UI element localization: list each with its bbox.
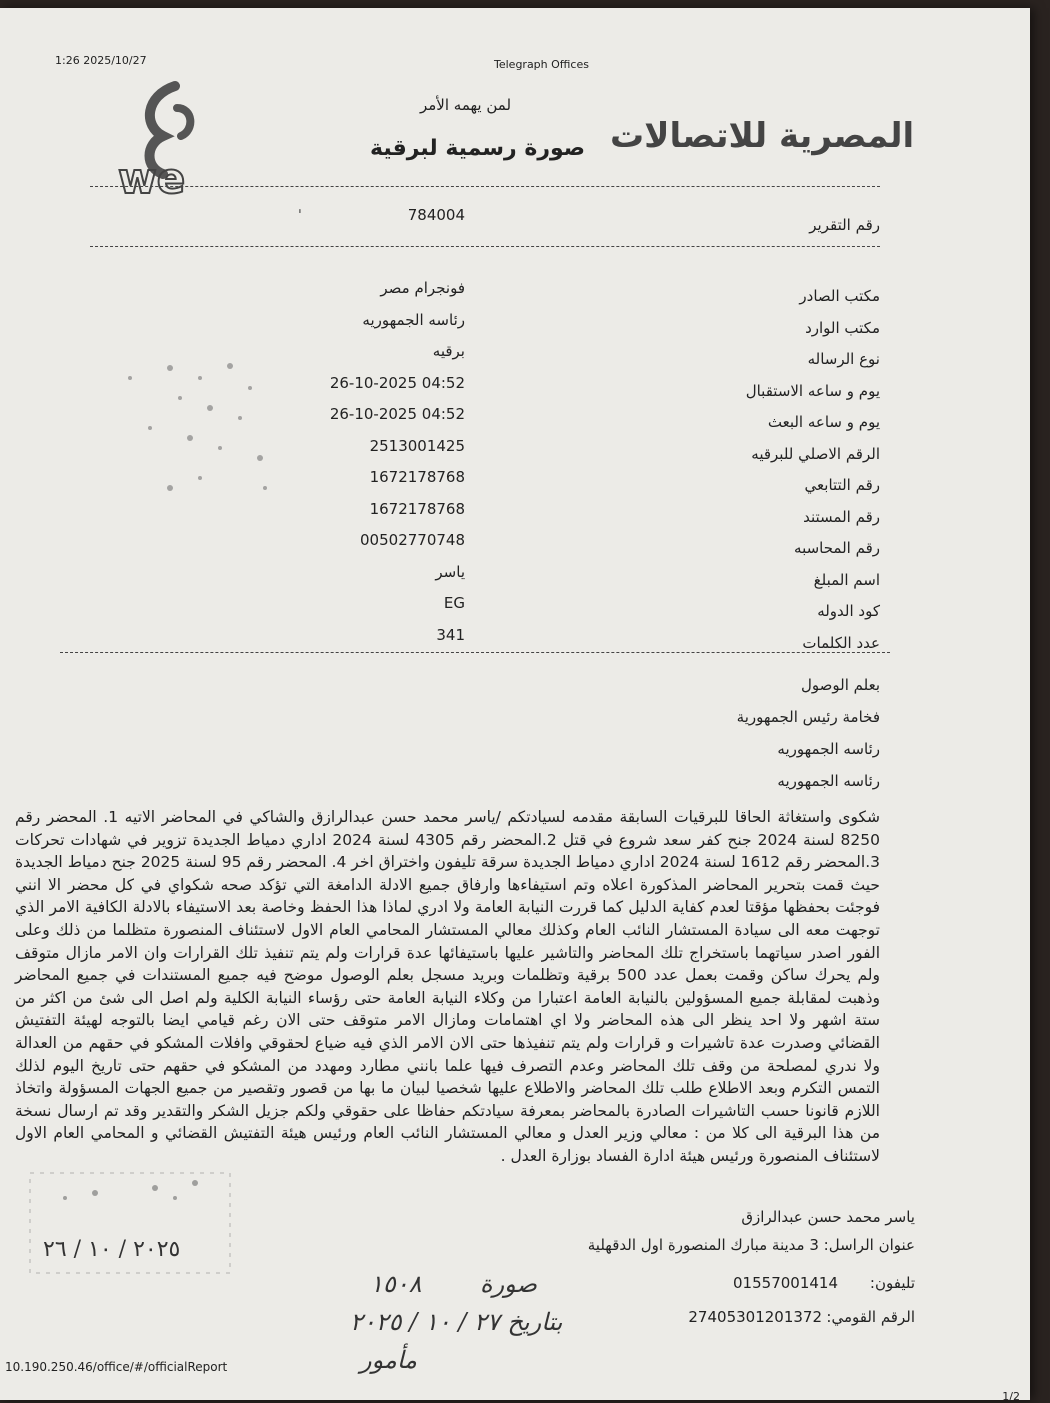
field-label: مكتب الصادر <box>799 287 880 305</box>
field-label: مكتب الوارد <box>805 319 880 337</box>
sender-name: ياسر محمد حسن عبدالرازق <box>741 1208 915 1226</box>
divider <box>90 246 880 247</box>
field-value: ياسر <box>435 563 465 581</box>
field-label: رقم المستند <box>803 508 880 526</box>
stamp-mark <box>25 1168 235 1278</box>
field-value: 00502770748 <box>360 531 465 549</box>
field-value: EG <box>443 594 465 612</box>
divider <box>60 652 890 653</box>
field-label: الرقم الاصلي للبرقيه <box>751 445 880 463</box>
page-number: 1/2 <box>1002 1390 1020 1403</box>
recipient-line: رئاسه الجمهوريه <box>777 740 880 758</box>
recipient-line: فخامة رئيس الجمهورية <box>736 708 880 726</box>
field-label: رقم التتابعي <box>804 476 880 494</box>
field-label: رقم المحاسبه <box>794 539 880 557</box>
field-label: اسم المبلغ <box>813 571 880 589</box>
to-whom-text: لمن يهمه الأمر <box>420 96 512 114</box>
stamp-date: ٢٠٢٥ / ١٠ / ٢٦ <box>43 1237 181 1262</box>
field-label: عدد الكلمات <box>802 634 880 652</box>
we-logo-text: we <box>118 154 186 198</box>
national-id-label: الرقم القومي: <box>826 1308 915 1326</box>
brand-name: المصرية للاتصالات <box>610 116 915 156</box>
field-value: فونجرام مصر <box>380 279 465 297</box>
recipient-line: بعلم الوصول <box>801 676 880 694</box>
field-value: 1672178768 <box>369 500 465 518</box>
mark-tick: ˈ <box>298 208 302 224</box>
print-timestamp: 1:26 2025/10/27 <box>55 54 147 67</box>
handwritten-number: ١٥٠٨ <box>370 1270 422 1298</box>
phone-label: تليفون: <box>869 1274 915 1292</box>
field-label: كود الدوله <box>817 602 880 620</box>
phone-value: 01557001414 <box>733 1274 838 1292</box>
telegram-document <box>0 8 1030 1403</box>
field-value: 26-10-2025 04:52 <box>329 405 465 423</box>
handwritten-note: صورة <box>480 1270 537 1298</box>
official-copy-title: صورة رسمية لبرقية <box>370 136 586 161</box>
field-value: برقيه <box>432 342 465 360</box>
report-no-value: 784004 <box>407 206 465 224</box>
field-label: يوم و ساعه البعث <box>767 413 880 431</box>
telegram-body: شكوى واستغاثة الحاقا للبرقيات السابقة مقدمه لسيادتكم /ياسر محمد حسن عبدالرازق والشاكي في المحاضر الاتيه 1. المحضر رقم 8250 لسنة 2024 جنح كفر سعد شروع في قتل 2.المحضر رقم 4305 لسنة 2024 اداري دمياط الجديدة تزوير في شهادات تحركات 3.المحضر رقم 1612 لسنة 2024 اداري دمياط الجديدة سرقة تليفون واختراق اخر 4. المحضر رقم 95 لسنة 2025 جنح دمياط الجديدة حيث قمت بتحرير المحاضر المذكورة اعلاه وتم استيفاءها وارفاق جميع الادلة الدامغة التي تؤكد صحه شكواي في كل محضر الا انني فوجئت بحفظها مؤقتا لعدم كفاية الدليل كما قررت النيابة العامة ولا ادري لماذا هذا الحفظ وخاصة بعد الاستيفاء بالادلة الكافية الامر الذي توجهت معه الى سيادة المستشار النائب العام وكذلك معالي المستشار المحامي العام الاول لاستئناف المنصورة متظلما من ذلك وعلى الفور اصدر سياتهما باستخراج تلك المحاضر والتاشير عليها باستيفائها عدة قرارات ولم يتم تنفيذ تلك القرارات وان الامر مازال متوقف ولم يحرك ساكن وقمت بعمل عدد 500 برقية وتظلمات وبريد مسجل بعلم الوصول موضح فيه جميع المستندات في جميع المحاضر وذهبت لمقابلة جميع المسؤولين بالنيابة العامة اعتبارا من وكلاء النيابة العامة حتى رؤساء النيابة الكلية ولم اصل الى شئ من اكثر من ستة اشهر ولا احد ينظر الى هذه المحاضر ولا اي اهتمامات ومازال الامر متوقف حتى الان رغم قيامي ايضا بالتوجه لهيئة التفتيش القضائي وصدرت عدة تاشيرات و قرارات ولم يتم تنفيذها حتى الان الامر الذي فيه ضياع لحقوقي وافلات المشكو في حقهم من العدالة ولا ندري لمصلحة من وقف تلك المحاضر وعدم التصرف فيها علما بانني مطارد ومهدد من المشكو في حقهم حتى تاريخ اليوم لذلك التمس التكرم وبعد الاطلاع طلب تلك المحاضر والاطلاع عليها شخصيا لبيان ما بها من قصور وتقصير من جميع الجهات المسؤولة واتخاذ اللازم قانونا حسب التاشيرات الصادرة بالمحاضر بمعرفة سيادتكم حفاظا على حقوقي ولكم جزيل الشكر والتقدير وقد تم ارسال نسخة من هذا البرقية الى كلا من : معالي وزير العدل و معالي المستشار النائب العام ورئيس هيئة التفتيش القضائي و المحامي العام الاول لاستئناف المنصورة ورئيس هيئة ادارة الفساد بوزارة العدل . <box>15 808 880 1165</box>
sender-address: عنوان الراسل: 3 مدينة مبارك المنصورة اول الدقهلية <box>587 1236 915 1254</box>
header-center-title: Telegraph Offices <box>494 58 589 71</box>
report-no-label: رقم التقرير <box>809 216 880 234</box>
field-label: نوع الرساله <box>807 350 880 368</box>
field-value: 2513001425 <box>369 437 465 455</box>
we-logo-icon <box>115 78 225 198</box>
redacted-area <box>110 348 280 508</box>
handwritten-signature: مأمور <box>360 1346 418 1374</box>
field-value: 26-10-2025 04:52 <box>329 374 465 392</box>
recipient-line: رئاسه الجمهوريه <box>777 772 880 790</box>
field-label: يوم و ساعه الاستقبال <box>745 382 880 400</box>
report-url: 10.190.250.46/office/#/officialReport <box>5 1360 228 1374</box>
divider <box>90 186 880 187</box>
field-value: رئاسه الجمهوريه <box>362 311 465 329</box>
field-value: 1672178768 <box>369 468 465 486</box>
national-id-value: 27405301201372 <box>688 1308 822 1326</box>
field-value: 341 <box>436 626 465 644</box>
handwritten-date: بتاريخ ٢٧ / ١٠ / ٢٠٢٥ <box>350 1308 563 1336</box>
